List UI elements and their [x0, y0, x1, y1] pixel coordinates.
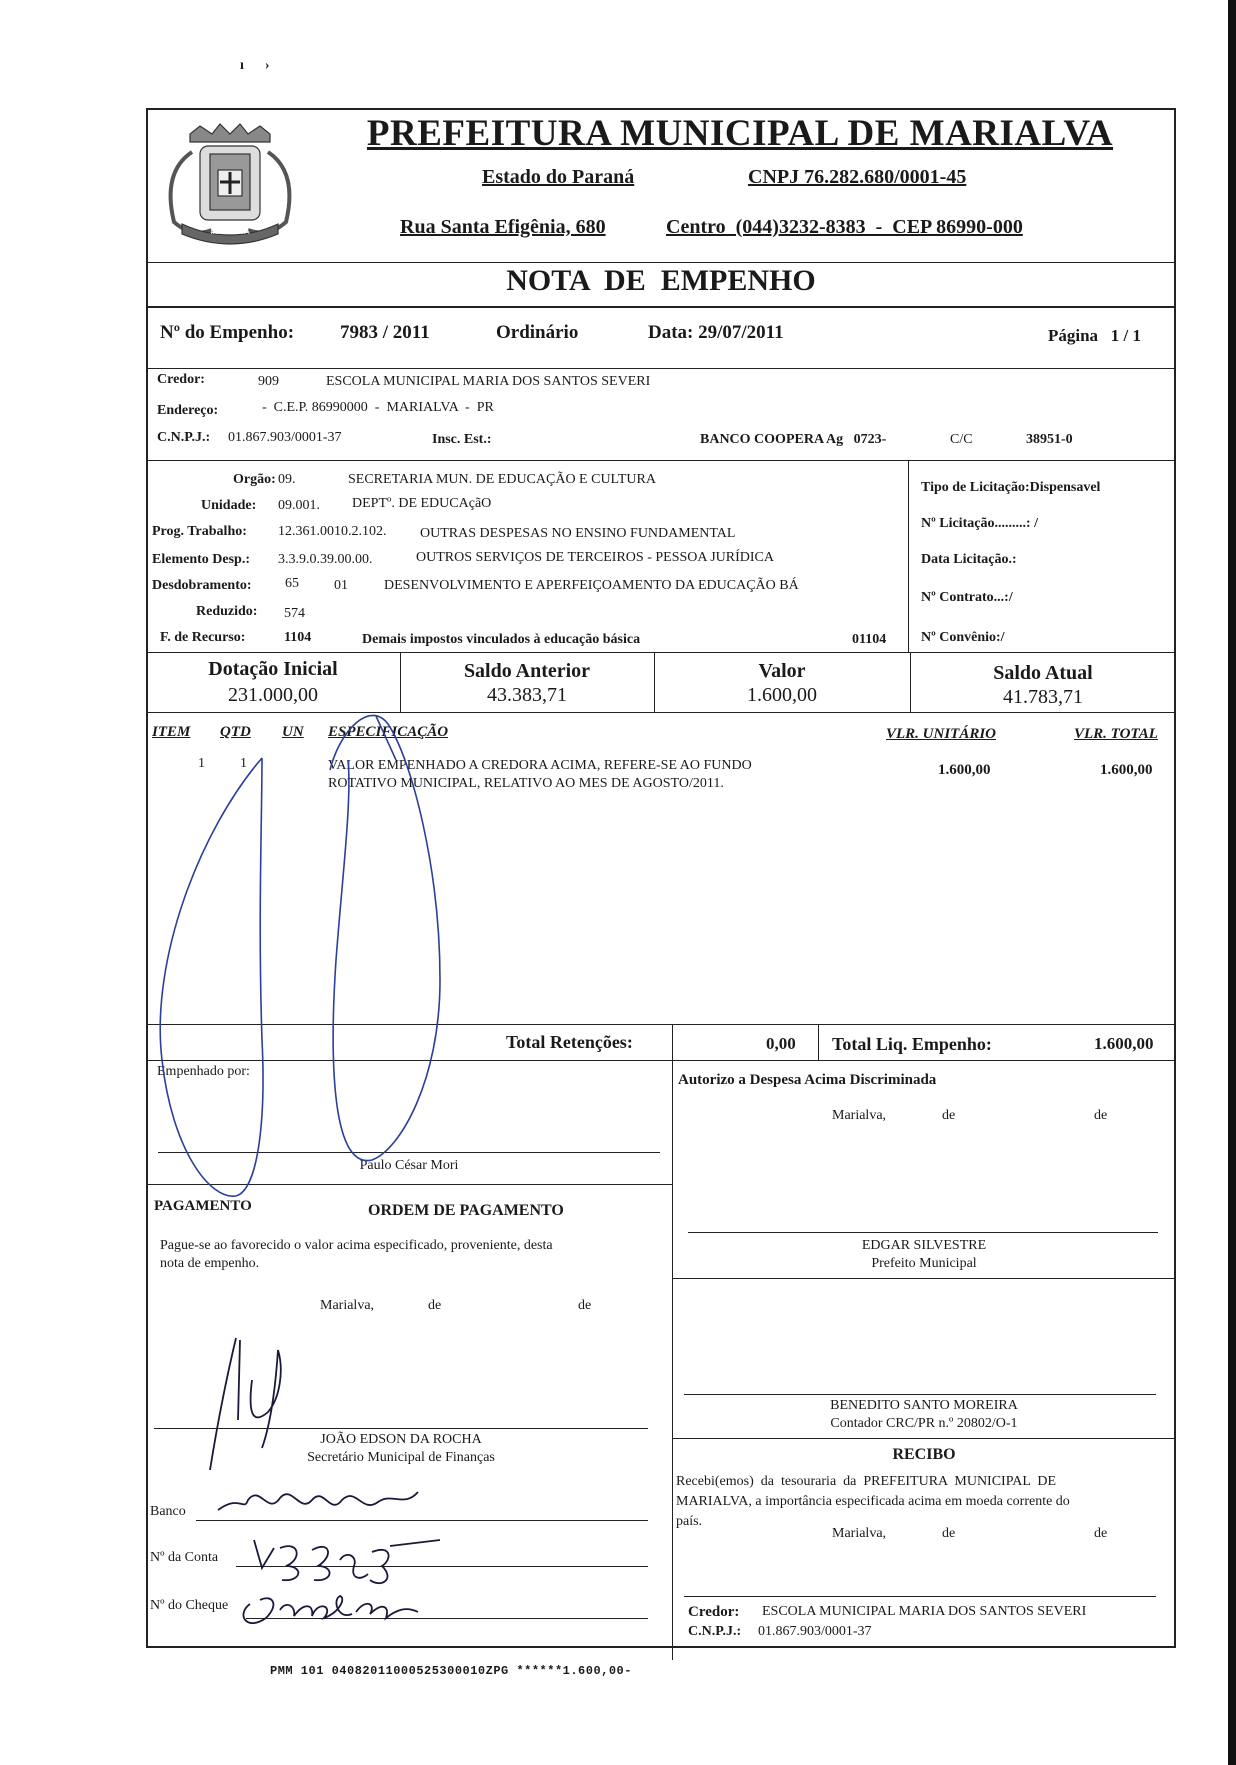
recibo-cnpj: 01.867.903/0001-37	[758, 1624, 872, 1639]
address-street: Rua Santa Efigênia, 680	[400, 216, 606, 238]
pagamento-de-1: de	[428, 1298, 442, 1313]
desdobramento-b: 01	[334, 578, 348, 593]
col-especificacao: ESPECIFICAÇÃO	[328, 724, 449, 740]
conta-label: Nº da Conta	[150, 1550, 219, 1565]
recurso-desc: Demais impostos vinculados à educação básica	[362, 632, 641, 647]
col-item: ITEM	[152, 724, 191, 740]
autorizo-de-1: de	[942, 1108, 956, 1123]
prog-desc: OUTRAS DESPESAS NO ENSINO FUNDAMENTAL	[420, 526, 736, 541]
municipality-cnpj: CNPJ 76.282.680/0001-45	[748, 166, 967, 188]
row-vlr-unitario: 1.600,00	[938, 762, 991, 778]
valor-label: Valor	[758, 660, 806, 682]
empenho-type: Ordinário	[496, 322, 579, 343]
recurso-code: 1104	[284, 630, 312, 645]
row-desc-line1: VALOR EMPENHADO A CREDORA ACIMA, REFERE-SE AO FUNDO	[328, 758, 752, 773]
dotacao-value: 231.000,00	[228, 684, 318, 706]
unidade-label: Unidade:	[201, 498, 257, 513]
autorizo-place: Marialva,	[832, 1108, 887, 1123]
retencoes-value: 0,00	[766, 1034, 796, 1053]
credor-name: ESCOLA MUNICIPAL MARIA DOS SANTOS SEVERI	[326, 374, 651, 389]
pagamento-place: Marialva,	[320, 1298, 375, 1313]
prefeito-role: Prefeito Municipal	[871, 1256, 977, 1271]
orgao-code: 09.	[278, 472, 296, 487]
page-number: Página 1 / 1	[1048, 326, 1142, 345]
empenho-number-label: Nº do Empenho:	[160, 322, 295, 343]
saldo-anterior-value: 43.383,71	[487, 684, 567, 706]
address-contact: Centro (044)3232-8383 - CEP 86990-000	[666, 216, 1023, 238]
contador-name: BENEDITO SANTO MOREIRA	[830, 1398, 1018, 1413]
autorizo-label: Autorizo a Despesa Acima Discriminada	[678, 1072, 937, 1088]
credor-label: Credor:	[157, 372, 205, 387]
pagamento-text-1: Pague-se ao favorecido o valor acima especificado, proveniente, desta	[160, 1238, 553, 1253]
recibo-de-2: de	[1094, 1526, 1108, 1541]
contador-role: Contador CRC/PR n.º 20802/O-1	[830, 1416, 1018, 1431]
pagamento-text-2: nota de empenho.	[160, 1256, 260, 1271]
col-qtd: QTD	[220, 724, 251, 740]
scan-mark: ı ›	[240, 58, 270, 73]
saldo-atual-value: 41.783,71	[1003, 686, 1083, 708]
recibo-de-1: de	[942, 1526, 956, 1541]
autorizo-de-2: de	[1094, 1108, 1108, 1123]
banco-label: Banco	[150, 1504, 186, 1519]
prog-label: Prog. Trabalho:	[152, 524, 247, 539]
total-liquido-value: 1.600,00	[1094, 1034, 1154, 1053]
reduzido-value: 574	[284, 606, 305, 621]
retencoes-label: Total Retenções:	[506, 1032, 633, 1052]
recibo-text-1: Recebi(emos) da tesouraria da PREFEITURA MUNICIPAL DE	[676, 1474, 1057, 1489]
empenho-number: 7983 / 2011	[340, 322, 430, 343]
col-un: UN	[282, 724, 304, 740]
row-qtd: 1	[240, 756, 247, 771]
pagamento-label: PAGAMENTO	[154, 1198, 252, 1214]
credor-cnpj-label: C.N.P.J.:	[157, 430, 211, 445]
ordem-pagamento-title: ORDEM DE PAGAMENTO	[368, 1202, 564, 1219]
orgao-desc: SECRETARIA MUN. DE EDUCAÇÃO E CULTURA	[348, 472, 656, 487]
orgao-label: Orgão:	[233, 472, 276, 487]
recibo-cnpj-label: C.N.P.J.:	[688, 1624, 742, 1639]
prefeito-name: EDGAR SILVESTRE	[861, 1238, 987, 1253]
recibo-credor-label: Credor:	[688, 1604, 740, 1620]
prog-code: 12.361.0010.2.102.	[278, 524, 387, 539]
desdobramento-label: Desdobramento:	[152, 578, 252, 593]
recurso-code-2: 01104	[852, 632, 887, 647]
recibo-title: RECIBO	[892, 1446, 956, 1463]
num-contrato: Nº Contrato...:/	[921, 590, 1013, 605]
dotacao-label: Dotação Inicial	[208, 658, 338, 680]
row-item: 1	[198, 756, 205, 771]
row-desc-line2: ROTATIVO MUNICIPAL, RELATIVO AO MES DE AGOSTO/2011.	[328, 776, 724, 791]
credor-code: 909	[258, 374, 279, 389]
empenhado-por-label: Empenhado por:	[157, 1064, 250, 1079]
valor-value: 1.600,00	[747, 684, 817, 706]
municipality-title: PREFEITURA MUNICIPAL DE MARIALVA	[366, 113, 1114, 154]
data-licitacao: Data Licitação.:	[921, 552, 1017, 567]
insc-est-label: Insc. Est.:	[432, 432, 492, 447]
state-name: Estado do Paraná	[482, 166, 635, 188]
cc-number: 38951-0	[1026, 432, 1073, 447]
cheque-label: Nº do Cheque	[150, 1598, 229, 1613]
row-vlr-total: 1.600,00	[1100, 762, 1153, 778]
elemento-desc: OUTROS SERVIÇOS DE TERCEIROS - PESSOA JURÍDICA	[416, 550, 775, 565]
unidade-code: 09.001.	[278, 498, 320, 513]
recibo-credor: ESCOLA MUNICIPAL MARIA DOS SANTOS SEVERI	[762, 1604, 1087, 1619]
num-licitacao: Nº Licitação.........: /	[921, 516, 1038, 531]
secretario-role: Secretário Municipal de Finanças	[307, 1450, 495, 1465]
recibo-place: Marialva,	[832, 1526, 887, 1541]
document-title: NOTA DE EMPENHO	[506, 264, 816, 297]
elemento-label: Elemento Desp.:	[152, 552, 250, 567]
elemento-code: 3.3.9.0.39.00.00.	[278, 552, 373, 567]
col-vlr-unitario: VLR. UNITÁRIO	[886, 726, 997, 742]
reduzido-label: Reduzido:	[196, 604, 258, 619]
bank-info: BANCO COOPERA Ag 0723-	[700, 432, 887, 447]
pagamento-de-2: de	[578, 1298, 592, 1313]
empenho-date: Data: 29/07/2011	[648, 322, 784, 343]
footer-code: PMM 101 04082011000525300010ZPG ******1.600,00-	[270, 1664, 632, 1678]
total-liquido-label: Total Liq. Empenho:	[832, 1034, 992, 1054]
address-label: Endereço:	[157, 403, 219, 418]
credor-cnpj: 01.867.903/0001-37	[228, 430, 342, 445]
recibo-text-2: MARIALVA, a importância especificada acima em moeda corrente do	[676, 1494, 1070, 1509]
saldo-anterior-label: Saldo Anterior	[463, 660, 591, 682]
secretario-name: JOÃO EDSON DA ROCHA	[320, 1432, 482, 1447]
unidade-desc: DEPTº. DE EDUCAçãO	[352, 496, 492, 511]
desdobramento-a: 65	[285, 576, 299, 591]
svg-text:MARIALVA: MARIALVA	[210, 227, 250, 236]
tipo-licitacao: Tipo de Licitação:Dispensavel	[921, 480, 1101, 495]
recurso-label: F. de Recurso:	[160, 630, 246, 645]
col-vlr-total: VLR. TOTAL	[1074, 726, 1158, 742]
desdobramento-desc: DESENVOLVIMENTO E APERFEIÇOAMENTO DA EDUCAÇÃO BÁ	[384, 578, 799, 593]
credor-address: - C.E.P. 86990000 - MARIALVA - PR	[262, 400, 494, 415]
empenhado-por-name: Paulo César Mori	[359, 1158, 459, 1173]
num-convenio: Nº Convênio:/	[921, 630, 1005, 645]
recibo-text-3: país.	[676, 1514, 703, 1529]
cc-label: C/C	[950, 432, 973, 447]
saldo-atual-label: Saldo Atual	[993, 662, 1093, 684]
